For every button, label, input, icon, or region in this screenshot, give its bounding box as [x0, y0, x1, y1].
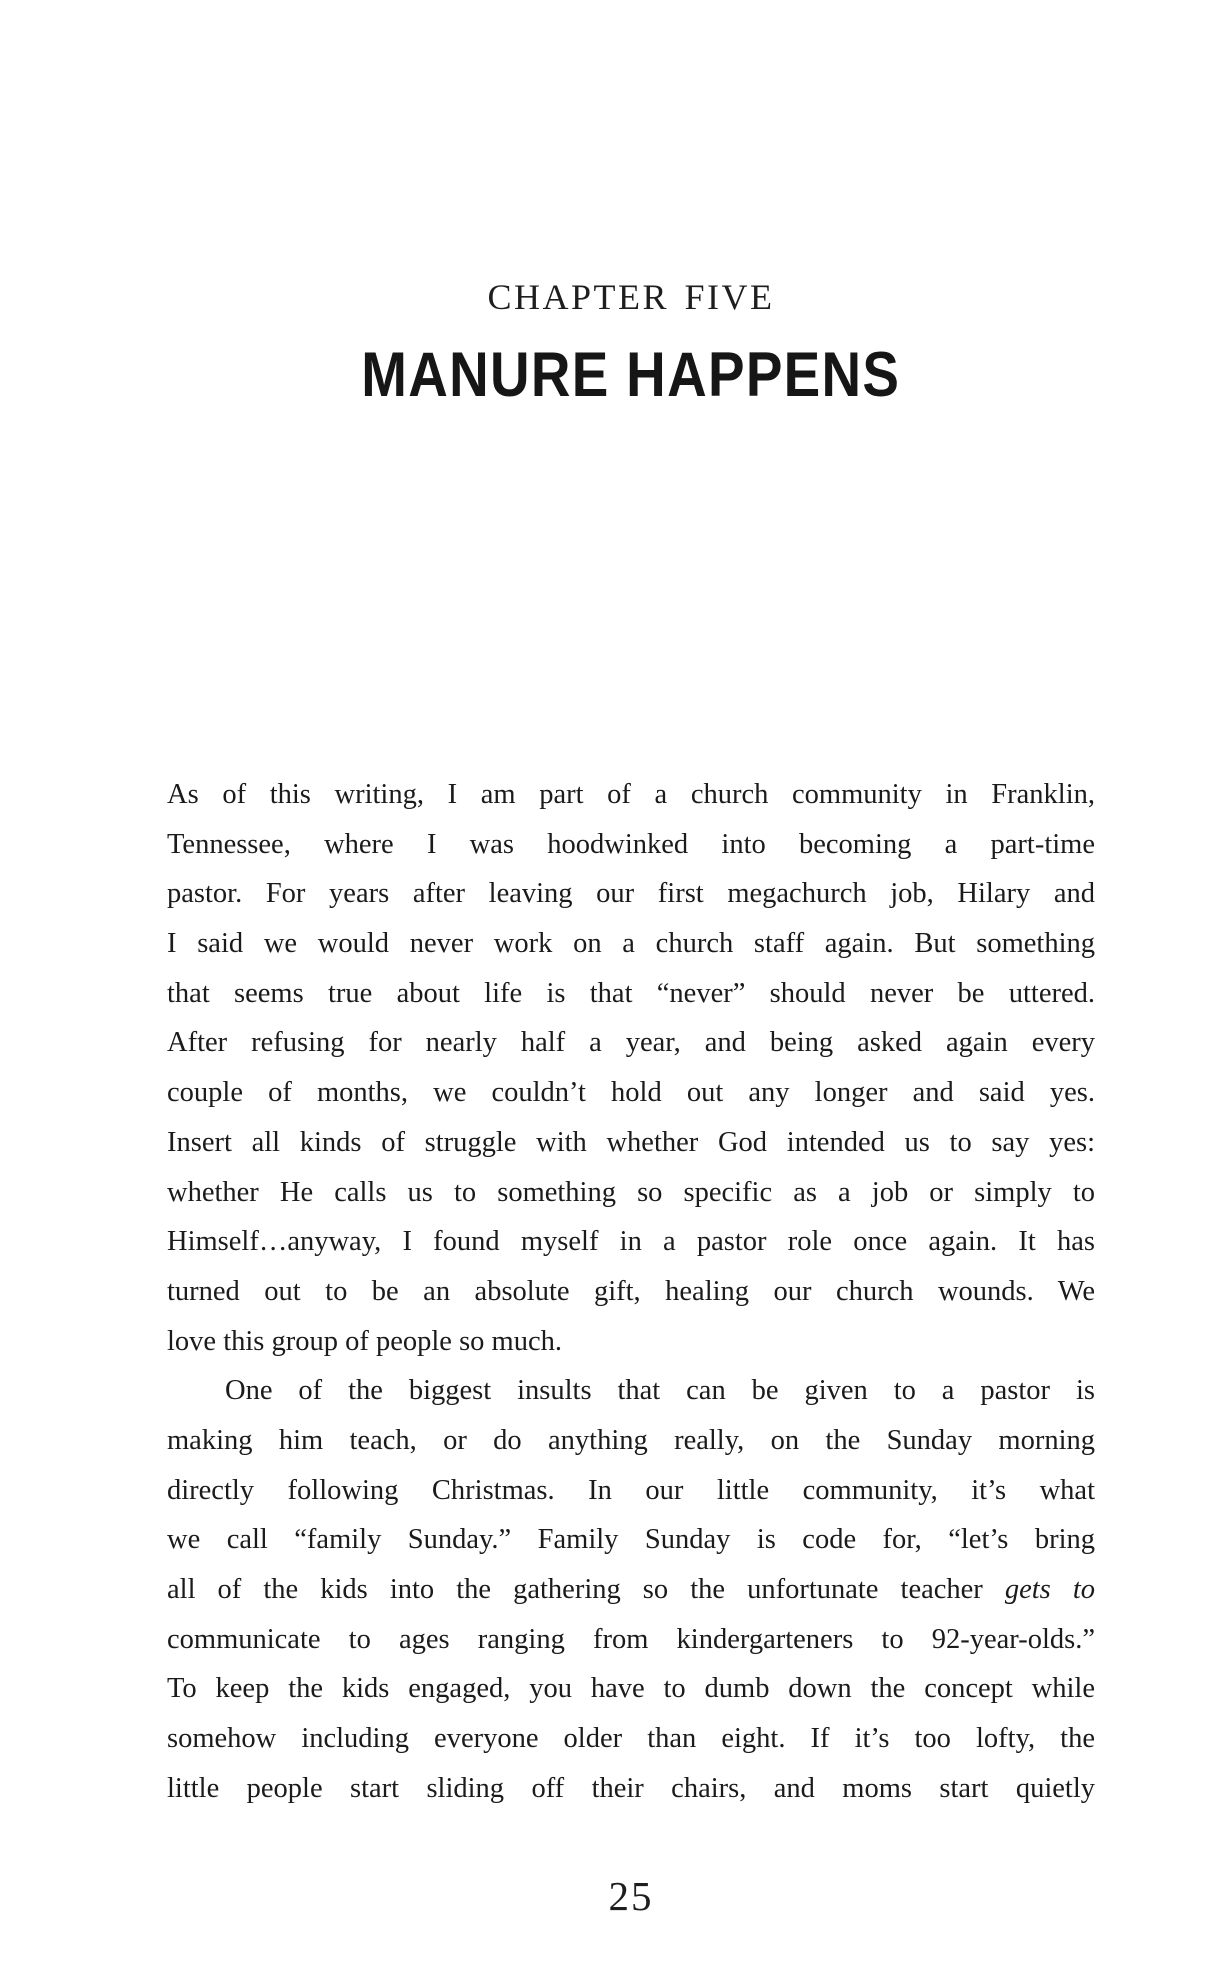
chapter-label: CHAPTER FIVE	[487, 277, 775, 317]
italic-phrase: gets to	[1004, 1574, 1095, 1605]
body-line: turned out to be an absolute gift, healing our church wounds. We	[167, 1275, 1095, 1307]
body-line: Himself…anyway, I found myself in a pastor role once again. It has	[167, 1226, 1095, 1258]
body-line: I said we would never work on a church staff again. But something	[167, 928, 1095, 960]
body-line: To keep the kids engaged, you have to dumb down the concept while	[167, 1673, 1095, 1705]
body-line: making him teach, or do anything really, on the Sunday morning	[167, 1424, 1095, 1456]
body-line: somehow including everyone older than eight. If it’s too lofty, the	[167, 1723, 1095, 1755]
body-line: pastor. For years after leaving our first megachurch job, Hilary and	[167, 878, 1095, 910]
body-line: whether He calls us to something so specific as a job or simply to	[167, 1176, 1095, 1208]
body-line: that seems true about life is that “never” should never be uttered.	[167, 977, 1095, 1009]
body-line: Tennessee, where I was hoodwinked into becoming a part-time	[167, 828, 1095, 860]
body-line: couple of months, we couldn’t hold out any longer and said yes.	[167, 1077, 1095, 1109]
body-line: we call “family Sunday.” Family Sunday is code for, “let’s bring	[167, 1524, 1095, 1556]
body-line: Insert all kinds of struggle with whether God intended us to say yes:	[167, 1126, 1095, 1158]
chapter-title-text: MANURE HAPPENS	[361, 340, 901, 410]
text-column	[167, 0, 1095, 1974]
body-line: directly following Christmas. In our little community, it’s what	[167, 1474, 1095, 1506]
body-line: communicate to ages ranging from kindergarteners to 92-year-olds.”	[167, 1623, 1095, 1655]
body-line: little people start sliding off their chairs, and moms start quietly	[167, 1772, 1095, 1804]
body-line: all of the kids into the gathering so the unfortunate teacher gets to	[167, 1574, 1095, 1605]
page-number: 25	[608, 1873, 654, 1919]
body-line: love this group of people so much.	[167, 1325, 562, 1357]
body-text	[167, 770, 1095, 1813]
body-line: One of the biggest insults that can be given to a pastor is	[225, 1375, 1095, 1407]
body-line: After refusing for nearly half a year, and being asked again every	[167, 1027, 1095, 1059]
body-line: As of this writing, I am part of a church community in Franklin,	[167, 779, 1095, 810]
chapter-title	[167, 341, 1095, 410]
